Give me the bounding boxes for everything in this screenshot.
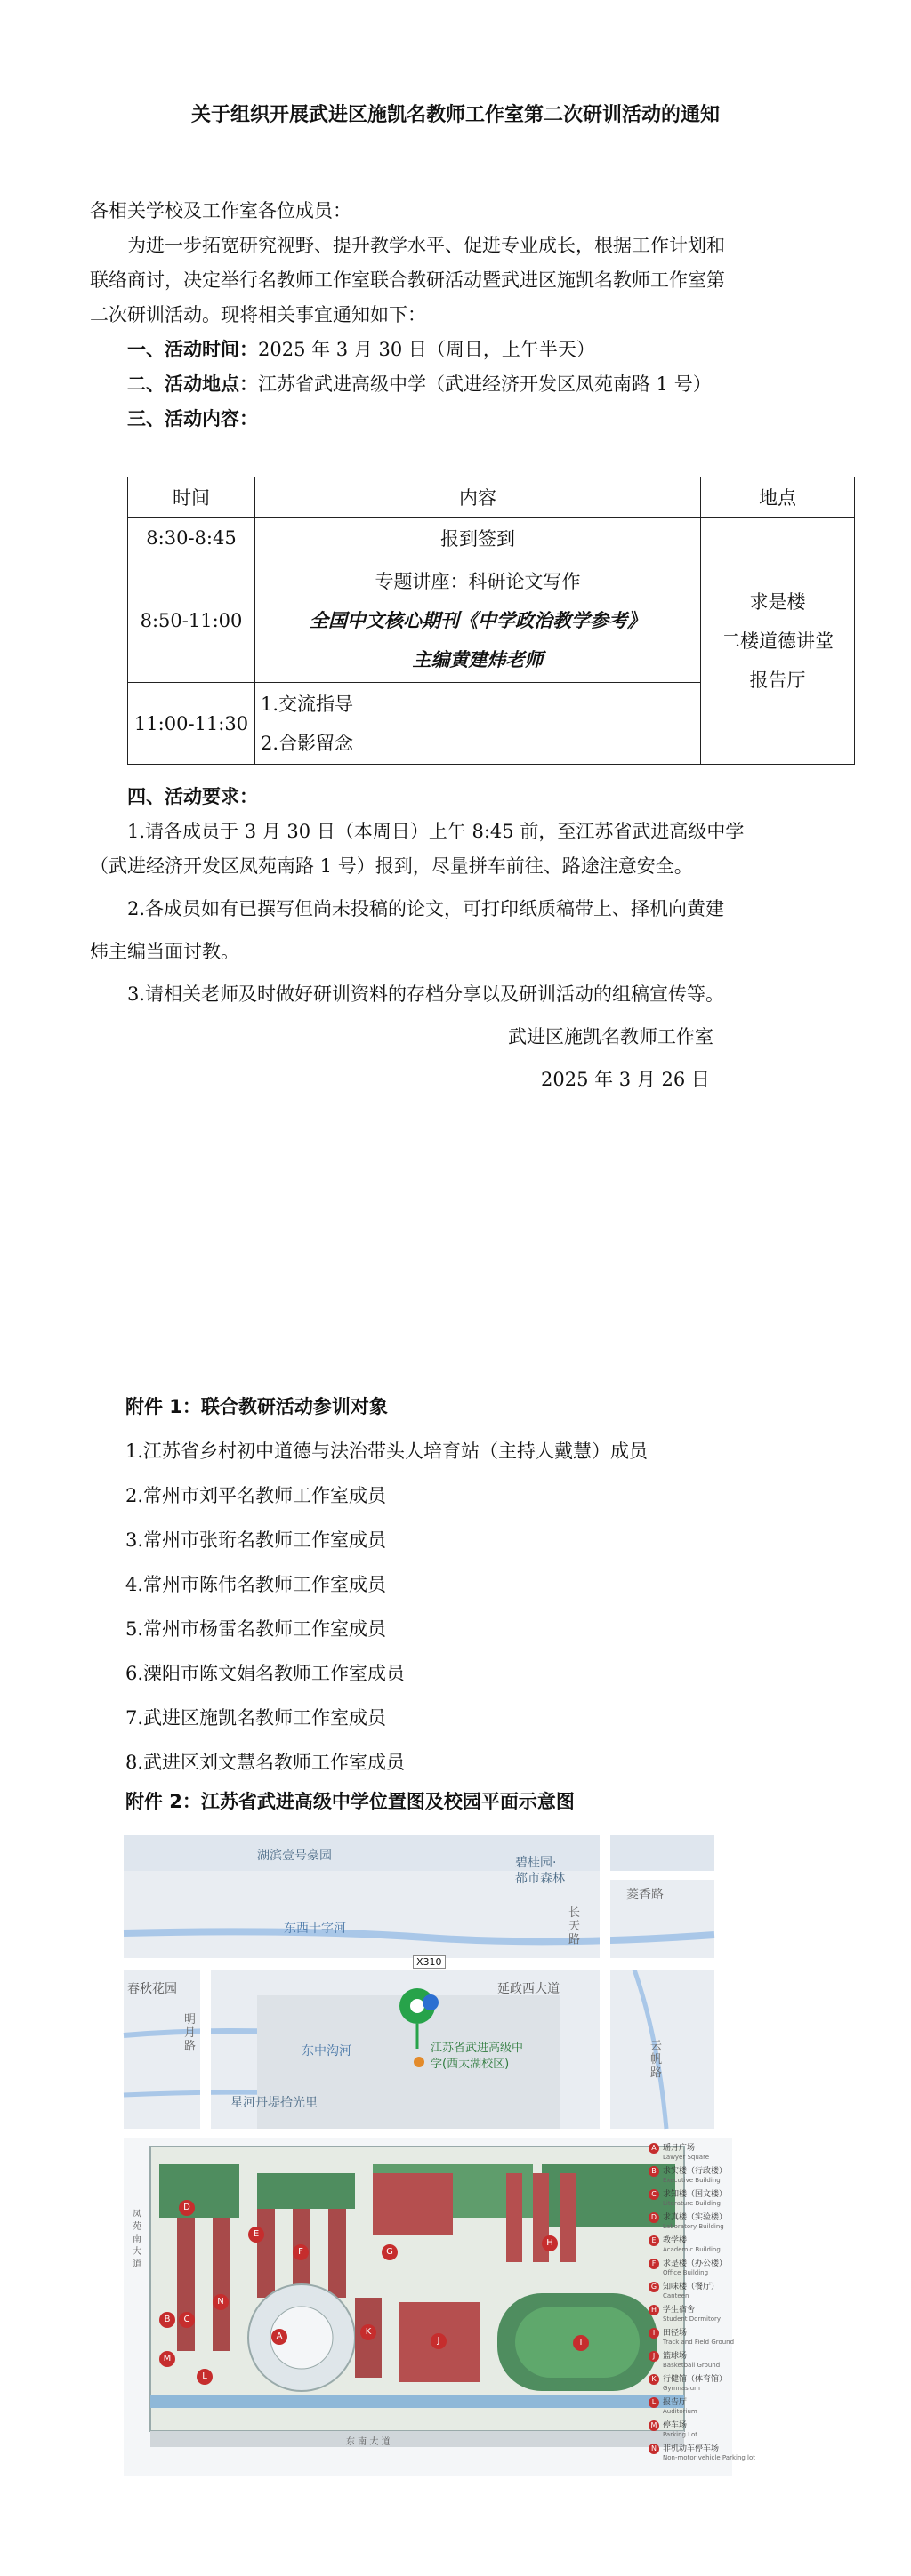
- place-line-2: 二楼道德讲堂: [722, 630, 834, 652]
- place-line-3: 报告厅: [749, 669, 806, 691]
- legend-i: I 田径场 Track and Field Ground: [649, 2326, 734, 2346]
- intro-line-1: 为进一步拓宽研究视野、提升教学水平、促进专业成长，根据工作计划和: [127, 235, 725, 256]
- pin-b: B: [159, 2312, 175, 2328]
- location-map: [124, 1835, 714, 2129]
- legend-n: N 非机动车停车场 Non-motor vehicle Parking lot: [649, 2442, 755, 2461]
- map-label-bigui: 碧桂园·: [515, 1856, 557, 1870]
- time-row: [127, 337, 595, 362]
- header-content: 内容: [255, 477, 701, 518]
- legend-e: E 教学楼 Academic Building: [649, 2234, 721, 2253]
- map-label-dushi: 都市森林: [515, 1872, 565, 1886]
- pin-l: L: [197, 2369, 213, 2385]
- table-row: [128, 518, 855, 558]
- map-label-dongxi: 东西十字河: [284, 1922, 346, 1936]
- map-label-hubin: 湖滨壹号豪园: [257, 1849, 332, 1863]
- pin-i: I: [573, 2335, 589, 2351]
- req-line-3: 2.各成员如有已撰写但尚未投稿的论文，可打印纸质稿带上、择机向黄建: [127, 898, 725, 919]
- map-label-dongzhong: 东中沟河: [302, 2044, 351, 2058]
- list-item: 8.武进区刘文慧名教师工作室成员: [125, 1752, 406, 1773]
- header-time: 时间: [128, 477, 255, 518]
- pin-n: N: [213, 2294, 229, 2310]
- list-item: 1.江苏省乡村初中道德与法治带头人培育站（主持人戴慧）成员: [125, 1440, 649, 1462]
- map-label-mingyue: 明月路: [184, 2013, 197, 2053]
- row1-time: 8:30-8:45: [128, 518, 255, 558]
- place-label: 二、活动地点：: [127, 373, 258, 395]
- list-item: 2.常州市刘平名教师工作室成员: [125, 1485, 387, 1506]
- legend-m: M 停车场 Parking Lot: [649, 2419, 697, 2438]
- map-label-xingdan: 星河丹堤拾光里: [230, 2096, 318, 2110]
- row3-content: [255, 683, 701, 765]
- pin-h: H: [542, 2235, 558, 2251]
- legend-c: C 求知楼（国文楼） Literature Building: [649, 2187, 727, 2207]
- list-item: 7.武进区施凯名教师工作室成员: [125, 1707, 387, 1729]
- schedule-header-row: [128, 477, 855, 518]
- map-label-school-1: 江苏省武进高级中: [431, 2042, 524, 2055]
- map-label-changtian: 长天路: [568, 1906, 581, 1946]
- map-label-school-2: 学(西太湖校区): [431, 2058, 510, 2071]
- time-label: 一、活动时间：: [127, 339, 258, 360]
- salutation: 各相关学校及工作室各位成员：: [90, 200, 351, 221]
- legend-l: L 报告厅 Auditorium: [649, 2395, 697, 2415]
- pin-m: M: [159, 2351, 175, 2367]
- plan-road-south: 东 南 大 道: [346, 2437, 391, 2447]
- map-label-yanzheng: 延政西大道: [497, 1982, 560, 1996]
- list-item: 4.常州市陈伟名教师工作室成员: [125, 1574, 387, 1595]
- intro-line-3: 二次研训活动。现将相关事宜通知如下：: [90, 304, 426, 325]
- list-item: 3.常州市张珩名教师工作室成员: [125, 1529, 387, 1551]
- content-label: 三、活动内容：: [127, 408, 258, 429]
- row3-line-1: 1.交流指导: [261, 693, 354, 715]
- pin-e: E: [248, 2227, 264, 2243]
- req-line-5: 3.请相关老师及时做好研训资料的存档分享以及研训活动的组稿宣传等。: [127, 983, 725, 1005]
- campus-plan: [124, 2138, 756, 2476]
- req-line-1: 1.请各成员于 3 月 30 日（本周日）上午 8:45 前，至江苏省武进高级中学: [127, 821, 745, 842]
- requirements-label: 四、活动要求：: [127, 786, 258, 807]
- row2-content: [255, 558, 701, 683]
- document-title: 关于组织开展武进区施凯名教师工作室第二次研训活动的通知: [190, 104, 720, 126]
- row2-line-1: 专题讲座：科研论文写作: [375, 570, 581, 592]
- legend-a: A 瑶月广场 Lawyer Square: [649, 2141, 709, 2161]
- signature-date: 2025 年 3 月 26 日: [541, 1069, 710, 1090]
- legend-f: F 求是楼（办公楼） Office Building: [649, 2257, 727, 2276]
- legend-b: B 求实楼（行政楼） Executive Building: [649, 2164, 727, 2184]
- pin-f: F: [293, 2244, 309, 2260]
- pin-c: C: [179, 2312, 195, 2328]
- schedule-table: [127, 477, 855, 765]
- plan-road-west: 凤 苑 南 大 道: [133, 2210, 141, 2269]
- list-item: 5.常州市杨雷名教师工作室成员: [125, 1618, 387, 1640]
- map-label-yunfan: 云帆路: [650, 2040, 663, 2080]
- legend-k: K 行健馆（体育馆） Gymnasium: [649, 2372, 727, 2392]
- row2-line-2: 全国中文核心期刊《中学政治教学参考》: [310, 609, 646, 631]
- map-label-lingxiang: 菱香路: [626, 1888, 664, 1902]
- place-row: [127, 372, 712, 397]
- place-cell: [701, 518, 855, 765]
- attachment2-title: 附件 2：江苏省武进高级中学位置图及校园平面示意图: [125, 1791, 575, 1812]
- pin-a: A: [271, 2329, 287, 2345]
- pin-d: D: [179, 2200, 195, 2216]
- row1-content: 报到签到: [255, 518, 701, 558]
- pin-g: G: [382, 2244, 398, 2260]
- list-item: 6.溧阳市陈文娟名教师工作室成员: [125, 1663, 406, 1684]
- row3-line-2: 2.合影留念: [261, 732, 354, 754]
- attachment1-title: 附件 1：联合教研活动参训对象: [125, 1396, 388, 1417]
- place-value: 江苏省武进高级中学（武进经济开发区凤苑南路 1 号）: [258, 373, 712, 395]
- place-line-1: 求是楼: [749, 590, 806, 613]
- legend-d: D 求真楼（实验楼） Laboratory Building: [649, 2211, 727, 2230]
- time-value: 2025 年 3 月 30 日（周日，上午半天）: [258, 339, 595, 360]
- location-map-svg: [124, 1835, 714, 2129]
- req-line-2: （武进经济开发区凤苑南路 1 号）报到，尽量拼车前往、路途注意安全。: [90, 855, 693, 877]
- legend-g: G 知味楼（餐厅） Canteen: [649, 2280, 719, 2299]
- req-line-4: 炜主编当面讨教。: [90, 941, 239, 962]
- row3-time: 11:00-11:30: [128, 683, 255, 765]
- pin-k: K: [360, 2324, 376, 2340]
- legend-h: H 学生宿舍 Student Dormitory: [649, 2303, 721, 2323]
- map-label-x310: X310: [413, 1955, 446, 1969]
- pin-j: J: [431, 2333, 447, 2349]
- row2-line-3: 主编黄建炜老师: [412, 648, 544, 670]
- legend-j: J 篮球场 Basketball Ground: [649, 2349, 720, 2369]
- intro-line-2: 联络商讨，决定举行名教师工作室联合教研活动暨武进区施凯名教师工作室第: [90, 269, 725, 291]
- map-label-chunqiu: 春秋花园: [127, 1982, 177, 1996]
- header-place: 地点: [701, 477, 855, 518]
- signature: 武进区施凯名教师工作室: [508, 1026, 713, 1047]
- row2-time: 8:50-11:00: [128, 558, 255, 683]
